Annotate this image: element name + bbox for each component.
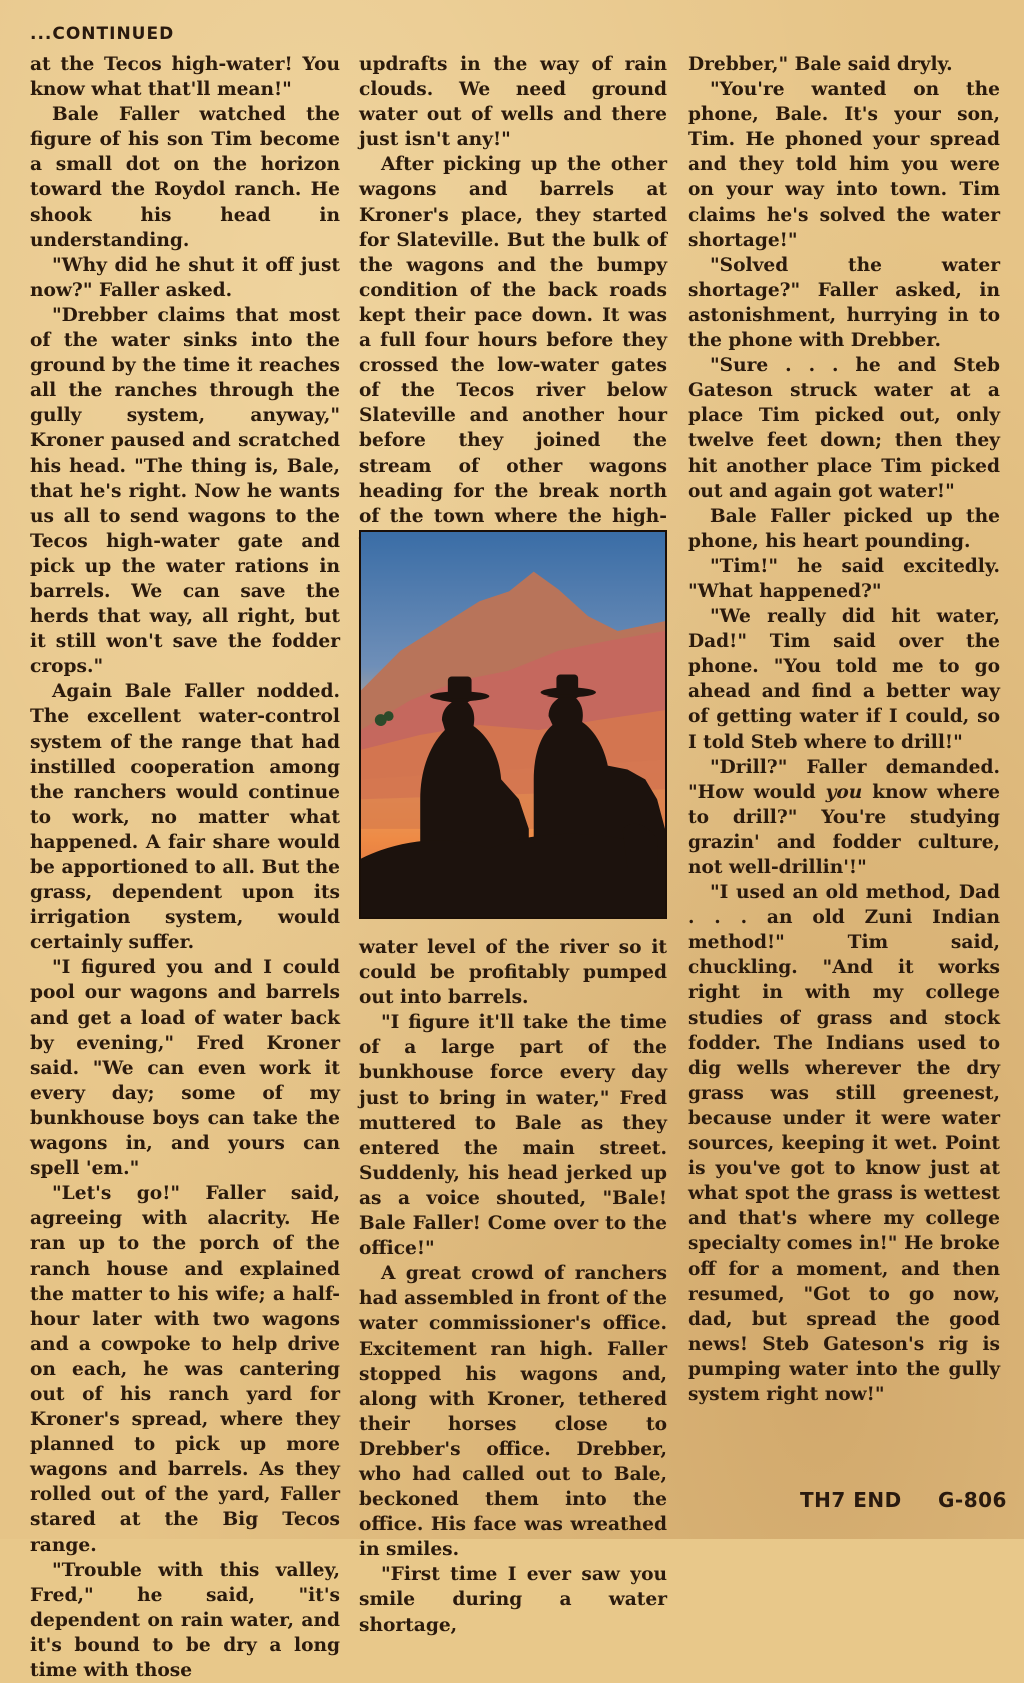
text-column-2-bottom [359,935,667,1638]
paragraph: "Why did he shut it off just now?" Faller asked. [30,254,340,301]
paragraph: "Solved the water shortage?" Faller asked, in astonishment, hurrying in to the phone with Drebber. [688,254,1000,352]
text-column-3 [688,52,1000,1407]
text-column-1 [30,52,340,1683]
paragraph: Again Bale Faller nodded. The excellent water-control system of the range that had instilled cooperation among the ranchers would continue to work, no matter what happened. A fair share would be apportioned to all. But the grass, dependent upon its irrigation system, would certainly suffer. [30,681,340,954]
paragraph: "Let's go!" Faller said, agreeing with alacrity. He ran up to the porch of the ranch house and explained the matter to his wife; a half-hour later with two wagons and a cowpoke to help drive on each, he was cantering out of his ranch yard for Kroner's spread, where they planned to pick up more wagons and barrels. As they rolled out of the yard, Faller stared at the Big Tecos range. [30,1183,340,1556]
paragraph: After picking up the other wagons and barrels at Kroner's place, they started for Slateville. But the bulk of the wagons and the bumpy condition of the back roads kept their pace down. It was a full four hours before they crossed the low-water gates of the Tecos river below Slateville and another hour before they joined the stream of other wagons heading for the break north of the town where the high- [359,154,667,527]
paragraph: "Drebber claims that most of the water sinks into the ground by the time it reaches all the ranches through the gully system, anyway," Kroner paused and scratched his head. "The thing is, Bale, that he's right. Now he wants us all to send wagons to the Tecos high-water gate and pick up the water rations in barrels. We can save the herds that way, all right, but it still won't save the fodder crops." [30,304,340,678]
illustration-riders-silhouette [359,530,667,919]
paragraph: Bale Faller watched the figure of his son Tim become a small dot on the horizon toward the Roydol ranch. He shook his head in understanding. [30,104,340,251]
end-mark: TH7 END [800,1488,902,1512]
text-column-2-top [359,52,667,554]
paragraph: at the Tecos high-water! You know what that'll mean!" [30,54,340,101]
paragraph: Bale Faller picked up the phone, his heart pounding. [688,505,1000,552]
paragraph: "First time I ever saw you smile during a water shortage, [359,1564,667,1636]
paragraph: A great crowd of ranchers had assembled in front of the water commissioner's office. Excitement ran high. Faller stopped his wagons and, along with Kroner, tethered their horses close to Drebber's office. Drebber, who had called out to Bale, beckoned them into the office. His face was wreathed in smiles. [359,1263,667,1561]
paragraph: Drebber," Bale said dryly. [688,54,953,75]
paragraph-drill [688,755,1000,880]
paragraph: "I figure it'll take the time of a large part of the bunkhouse force every day just to bring in water," Fred muttered to Bale as they entered the main street. Suddenly, his head jerked up as a voice shouted, "Bale! Bale Faller! Come over to the office!" [359,1012,667,1260]
paragraph: "Sure . . . he and Steb Gateson struck water at a place Tim picked out, only twelve feet down; then they hit another place Tim picked out and again got water!" [688,355,1000,502]
drill-text-before: "Drill?" Faller demanded. "How would [688,756,1000,803]
continued-label: ...CONTINUED [30,24,175,44]
paragraph: "I used an old method, Dad . . . an old Zuni Indian method!" Tim said, chuckling. "And it works right in with my college studies of grass and stock fodder. The Indians used to dig wells wherever the dry grass was still greenest, because under it were water sources, keeping it wet. Point is you've got to know just at what spot the grass is wettest and that's where my college specialty comes in!" He broke off for a moment, and then resumed, "Got to go now, dad, but spread the good news! Steb Gateson's rig is pumping water into the gully system right now!" [688,882,1000,1405]
paragraph: updrafts in the way of rain clouds. We need ground water out of wells and there just isn't any!" [359,54,667,151]
paragraph: "I figured you and I could pool our wagons and barrels and get a load of water back by evening," Fred Kroner said. "We can even work it every day; some of my bunkhouse boys can take the wagons in, and yours can spell 'em." [30,957,340,1180]
page-code: G-806 [938,1488,1007,1512]
paragraph: "You're wanted on the phone, Bale. It's your son, Tim. He phoned your spread and they told him you were on your way into town. Tim claims he's solved the water shortage!" [688,79,1000,251]
paragraph: "We really did hit water, Dad!" Tim said over the phone. "You told me to go ahead and find a better way of getting water if I could, so I told Steb where to drill!" [688,606,1000,753]
paragraph: water level of the river so it could be profitably pumped out into barrels. [359,937,667,1009]
paragraph: "Trouble with this valley, Fred," he said, "it's dependent on rain water, and it's bound to be dry a long time with those [30,1559,340,1681]
paragraph: "Tim!" he said excitedly. "What happened?" [688,555,1000,602]
drill-text-after: know where to drill?" You're studying grazin' and fodder culture, not well-drillin'!" [688,781,1000,878]
drill-text-emphasis: you [825,781,863,803]
